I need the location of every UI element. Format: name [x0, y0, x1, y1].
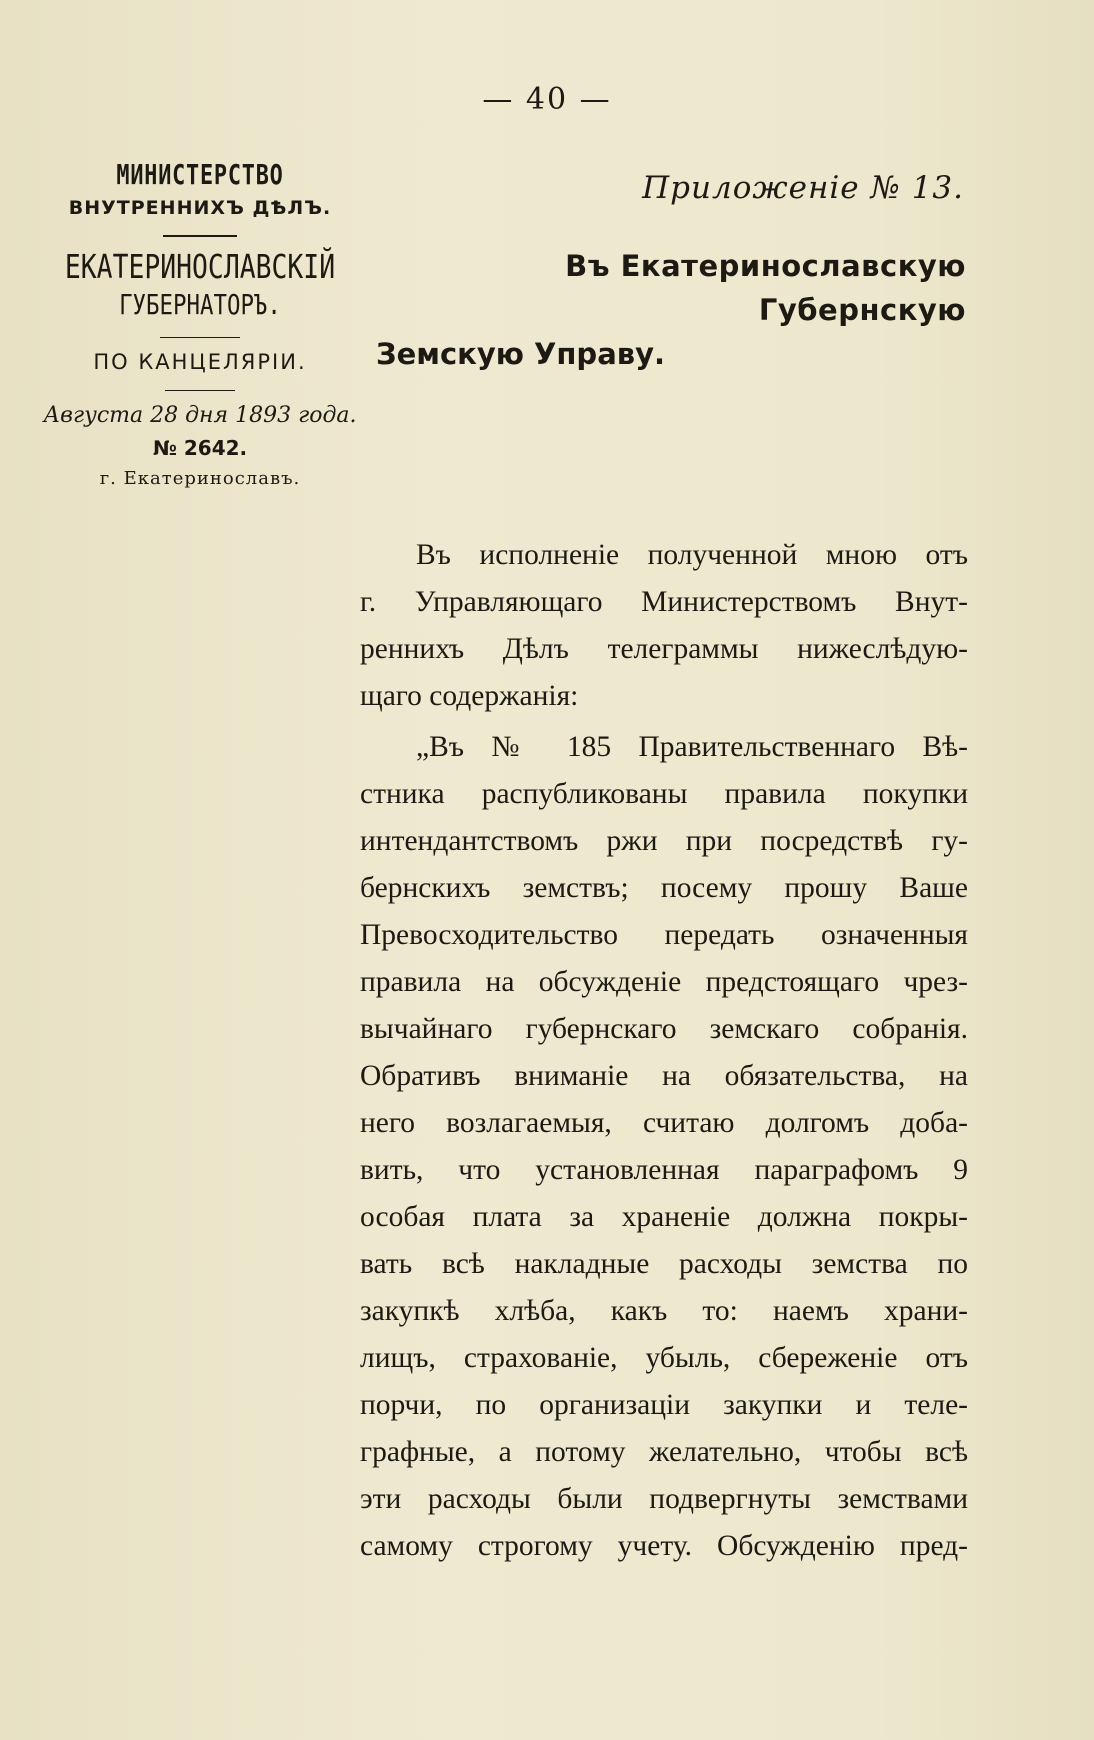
addressee-line2: Земскую Управу.: [376, 337, 666, 371]
body-line: Обративъ вниманіе на обязательства, на: [360, 1060, 968, 1092]
body-line: Въ исполненіе полученной мною отъ: [416, 539, 968, 571]
body-line: него возлагаемыя, считаю долгомъ доба-: [360, 1107, 968, 1139]
governor-title-line1: ЕКАТЕРИНОСЛАВСКІЙ: [64, 247, 336, 286]
department-title: ВНУТРЕННИХЪ ДѢЛЪ.: [68, 197, 332, 219]
body-line: графные, а потому желательно, чтобы всѣ: [360, 1436, 968, 1468]
body-line: щаго содержанія:: [360, 680, 579, 712]
ministry-title: МИНИСТЕРСТВО: [116, 158, 284, 191]
letterhead: [30, 158, 370, 489]
addressee-line1: Въ Екатеринославскую Губернскую: [565, 249, 966, 327]
body-line: Превосходительство передать означенныя: [360, 919, 968, 951]
letter-number: № 2642.: [152, 436, 248, 460]
body-line: порчи, по организаціи закупки и теле-: [360, 1389, 968, 1421]
body-line: стника распубликованы правила покупки: [360, 778, 968, 810]
addressee: [376, 244, 966, 376]
body-line: лищъ, страхованіе, убыль, сбереженіе отъ: [360, 1342, 968, 1374]
body-line: вать всѣ накладные расходы земства по: [360, 1248, 968, 1280]
body-line: бернскихъ земствъ; посему прошу Ваше: [360, 872, 968, 904]
chancery-label: ПО КАНЦЕЛЯРІИ.: [93, 350, 307, 374]
appendix-label: Приложеніе № 13.: [642, 170, 964, 206]
letter-date: Августа 28 дня 1893 года.: [43, 403, 357, 428]
body-line: г. Управляющаго Министерствомъ Внут-: [360, 586, 968, 618]
governor-title-line2: ГУБЕРНАТОРЪ.: [119, 288, 281, 321]
body-line: эти расходы были подвергнуты земствами: [360, 1483, 968, 1515]
body-line: реннихъ Дѣлъ телеграммы нижеслѣдую-: [360, 633, 968, 665]
body-line: правила на обсужденіе предстоящаго чрез-: [360, 966, 968, 998]
body-line: „Въ № 185 Правительственнаго Вѣ-: [416, 731, 968, 763]
body-line: вить, что установленная параграфомъ 9: [360, 1154, 968, 1186]
body-line: особая плата за храненіе должна покры-: [360, 1201, 968, 1233]
body-line: закупкѣ хлѣба, какъ то: наемъ храни-: [360, 1295, 968, 1327]
body-line: интендантствомъ ржи при посредствѣ гу-: [360, 825, 968, 857]
letterhead-divider: [163, 235, 237, 237]
letterhead-divider: [160, 337, 240, 338]
page-number: — 40 —: [482, 82, 612, 117]
body-line: вычайнаго губернскаго земскаго собранія.: [360, 1013, 968, 1045]
letterhead-divider: [165, 390, 235, 391]
body-line: самому строгому учету. Обсужденію пред-: [360, 1530, 968, 1562]
letter-body: [360, 532, 968, 1570]
letter-city: г. Екатеринославъ.: [99, 468, 301, 489]
